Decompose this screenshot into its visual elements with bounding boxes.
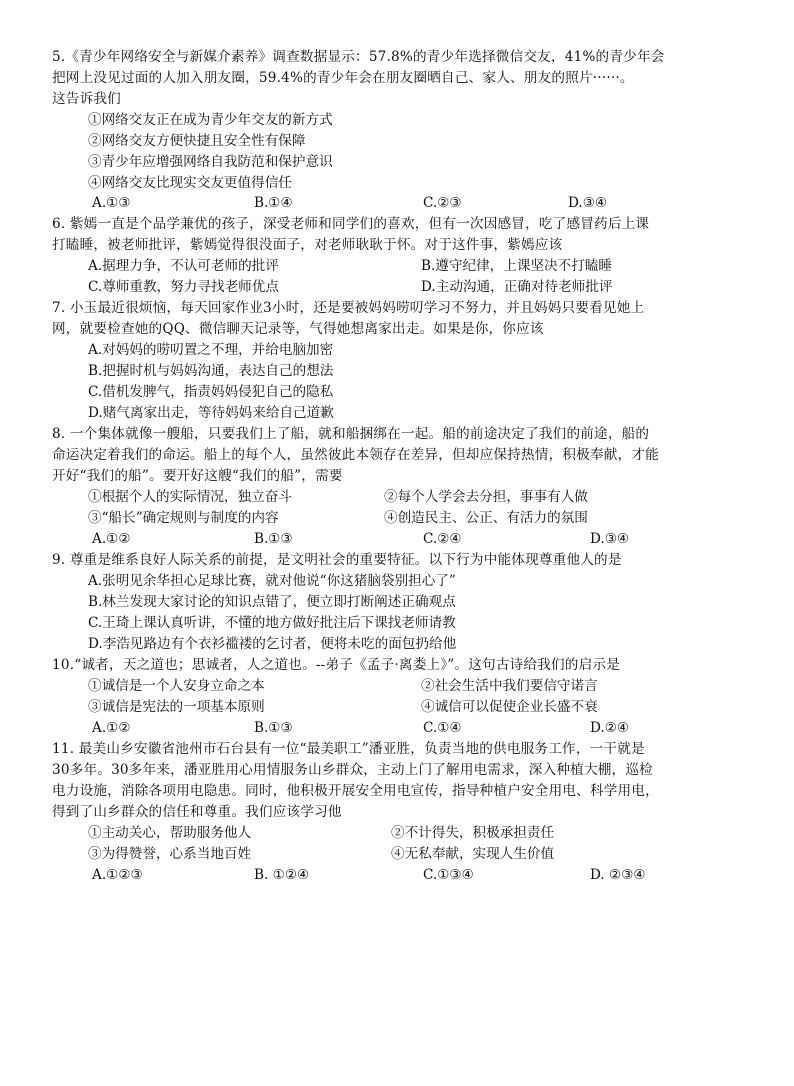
q7-option-d[interactable]: D.赌气离家出走，等待妈妈来给自己道歉	[88, 405, 334, 421]
q9-option-b[interactable]: B.林兰发现大家讨论的知识点错了，便立即打断阐述正确观点	[88, 594, 456, 610]
q11-statement-3: ③为得赞誉，心系当地百姓	[88, 846, 252, 862]
q6-options-row-1	[0, 256, 794, 276]
q10-statements-row-1	[0, 676, 794, 696]
q8-stem-line-3: 开好“我们的船”。要开好这艘“我们的船”，需要	[52, 468, 343, 484]
q10-statement-2: ②社会生活中我们要信守诺言	[421, 678, 598, 694]
q6-options-row-2	[0, 277, 794, 297]
q11-statement-1: ①主动关心，帮助服务他人	[88, 825, 252, 841]
q8-statement-4: ④创造民主、公正、有活力的氛围	[384, 510, 588, 526]
q8-statements-row-2	[0, 508, 794, 528]
q8-option-b[interactable]: B.①③	[254, 531, 293, 547]
q7-option-c[interactable]: C.借机发脾气，指责妈妈侵犯自己的隐私	[88, 384, 334, 400]
q6-option-a[interactable]: A.据理力争，不认可老师的批评	[88, 258, 279, 274]
q10-option-b[interactable]: B.①③	[254, 720, 293, 736]
q11-options	[0, 865, 794, 885]
q10-options	[0, 718, 794, 738]
q5-statement-3: ③青少年应增强网络自我防范和保护意识	[88, 154, 333, 170]
q5-statement-1: ①网络交友正在成为青少年交友的新方式	[88, 112, 333, 128]
q5-option-c[interactable]: C.②③	[423, 195, 462, 211]
q10-statement-4: ④诚信可以促使企业长盛不衰	[421, 699, 598, 715]
q8-statement-2: ②每个人学会去分担，事事有人做	[384, 489, 588, 505]
q10-statement-3: ③诚信是宪法的一项基本原则	[88, 699, 265, 715]
q5-statement-2: ②网络交友方便快捷且安全性有保障	[88, 133, 306, 149]
q10-stem-line-1: 10.“诚者，天之道也；思诚者，人之道也。--弟子《孟子·离娄上》”。这句古诗给我们的启示是	[52, 657, 620, 673]
q5-statement-4: ④网络交友比现实交友更值得信任	[88, 175, 292, 191]
q7-option-a[interactable]: A.对妈妈的唠叨置之不理，并给电脑加密	[88, 342, 334, 358]
q10-option-d[interactable]: D.②④	[590, 720, 630, 736]
q8-option-d[interactable]: D.③④	[590, 531, 630, 547]
q5-option-d[interactable]: D.③④	[568, 195, 608, 211]
q11-option-c[interactable]: C.①③④	[423, 867, 474, 883]
q11-statement-4: ④无私奉献，实现人生价值	[391, 846, 555, 862]
q9-option-a[interactable]: A.张明见余华担心足球比赛，就对他说“你这猪脑袋别担心了”	[88, 573, 456, 589]
q11-statements-row-1	[0, 823, 794, 843]
q10-option-c[interactable]: C.①④	[423, 720, 462, 736]
q8-option-c[interactable]: C.②④	[423, 531, 462, 547]
q8-statements-row-1	[0, 487, 794, 507]
q7-stem-line-1: 7. 小玉最近很烦恼，每天回家作业3小时，还是要被妈妈唠叨学习不努力，并且妈妈只要看见她上	[52, 300, 645, 316]
q11-stem-line-2: 30多年。30多年来，潘亚胜用心用情服务山乡群众，主动上门了解用电需求，深入种植大棚，巡检	[52, 762, 653, 778]
q11-stem-line-1: 11. 最美山乡安徽省池州市石台县有一位“最美职工”潘亚胜，负责当地的供电服务工作，一干就是	[52, 741, 645, 757]
q10-statement-1: ①诚信是一个人安身立命之本	[88, 678, 265, 694]
q8-option-a[interactable]: A.①②	[92, 531, 131, 547]
q11-option-b[interactable]: B. ①②④	[254, 867, 310, 883]
q9-option-c[interactable]: C.王琦上课认真听讲，不懂的地方做好批注后下课找老师请教	[88, 615, 456, 631]
q8-options	[0, 529, 794, 549]
q9-stem-line-1: 9. 尊重是维系良好人际关系的前提，是文明社会的重要特征。以下行为中能体现尊重他人的是	[52, 552, 622, 568]
q8-stem-line-1: 8. 一个集体就像一艘船，只要我们上了船，就和船捆绑在一起。船的前途决定了我们的前途，船的	[52, 426, 650, 442]
q7-option-b[interactable]: B.把握时机与妈妈沟通，表达自己的想法	[88, 363, 334, 379]
q11-stem-line-3: 电力设施，消除各项用电隐患。同时，他积极开展安全用电宣传，指导种植户安全用电、科学用电，	[52, 783, 659, 799]
q6-stem-line-1: 6. 紫嫣一直是个品学兼优的孩子，深受老师和同学们的喜欢，但有一次因感冒，吃了感冒药后上课	[52, 216, 650, 232]
q9-option-d[interactable]: D.李浩见路边有个衣衫褴褛的乞讨者，便将未吃的面包扔给他	[88, 636, 457, 652]
q8-stem-line-2: 命运决定着我们的命运。船上的每个人，虽然彼此本领存在差异，但却应保持热情，积极奉献，才能	[52, 447, 659, 463]
q10-statements-row-2	[0, 697, 794, 717]
q8-statement-3: ③“船长”确定规则与制度的内容	[88, 510, 279, 526]
q6-option-b[interactable]: B.遵守纪律，上课坚决不打瞌睡	[421, 258, 613, 274]
q11-option-a[interactable]: A.①②③	[92, 867, 143, 883]
q6-option-c[interactable]: C.尊师重教，努力寻找老师优点	[88, 279, 279, 295]
q5-stem-line-3: 这告诉我们	[52, 91, 121, 107]
q8-statement-1: ①根据个人的实际情况，独立奋斗	[88, 489, 292, 505]
q11-statements-row-2	[0, 844, 794, 864]
q5-option-a[interactable]: A.①③	[92, 195, 131, 211]
q5-option-b[interactable]: B.①④	[254, 195, 293, 211]
q11-stem-line-4: 得到了山乡群众的信任和尊重。我们应该学习他	[52, 804, 342, 820]
q6-stem-line-2: 打瞌睡，被老师批评，紫嫣觉得很没面子，对老师耿耿于怀。对于这件事，紫嫣应该	[52, 237, 563, 253]
q11-statement-2: ②不计得失，积极承担责任	[391, 825, 555, 841]
q5-stem-line-1: 5.《青少年网络安全与新媒介素养》调查数据显示：57.8%的青少年选择微信交友，41%的青少年会	[52, 49, 665, 65]
q5-stem-line-2: 把网上没见过面的人加入朋友圈，59.4%的青少年会在朋友圈晒自己、家人、朋友的照片······。	[52, 70, 634, 86]
q7-stem-line-2: 网，就要检查她的QQ、微信聊天记录等，气得她想离家出走。如果是你，你应该	[52, 321, 544, 337]
q11-option-d[interactable]: D. ②③④	[590, 867, 646, 883]
q10-option-a[interactable]: A.①②	[92, 720, 131, 736]
q6-option-d[interactable]: D.主动沟通，正确对待老师批评	[421, 279, 613, 295]
q5-options	[0, 193, 794, 213]
